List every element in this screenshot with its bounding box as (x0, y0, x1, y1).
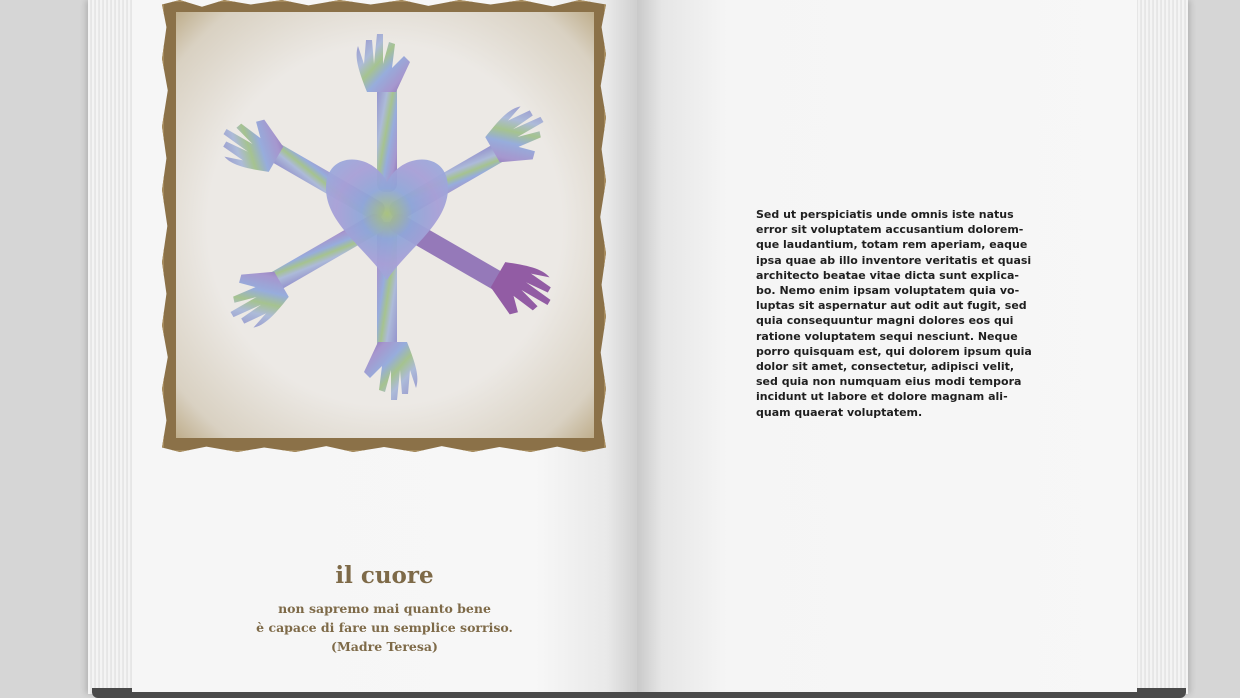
body-line: ratione voluptatem sequi nesciunt. Neque (756, 329, 1018, 343)
body-line: Sed ut perspiciatis unde omnis iste natus (756, 208, 1014, 221)
quote-line: non sapremo mai quanto bene (278, 601, 491, 616)
body-line: bo. Nemo enim ipsam voluptatem quia vo- (756, 284, 1020, 298)
body-line: error sit voluptatem accusantium dolorem- (756, 223, 1024, 237)
left-page-caption (132, 560, 637, 656)
body-line: quam quaerat voluptatem. (756, 405, 923, 419)
body-line: quia consequuntur magni dolores eos qui (756, 314, 1014, 328)
body-line: dolor sit amet, consectetur, adipisci velit, (756, 360, 1015, 374)
artwork-canvas (176, 12, 594, 438)
page-title: il cuore (335, 562, 434, 589)
body-paragraph (756, 207, 1032, 420)
body-line: luptas sit aspernatur aut odit aut fugit, sed (756, 299, 1027, 313)
heart-hands-illustration (176, 12, 594, 438)
quote (132, 599, 637, 656)
body-line: que laudantium, totam rem aperiam, eaque (756, 238, 1028, 252)
body-line: porro quisquam est, qui dolorem ipsum quia (756, 344, 1032, 358)
quote-attribution: (Madre Teresa) (331, 639, 438, 654)
body-line: ipsa quae ab illo inventore veritatis et quasi (756, 253, 1032, 267)
body-line: incidunt ut labore et dolore magnam ali- (756, 390, 1008, 404)
body-line: sed quia non numquam eius modi tempora (756, 375, 1022, 389)
artwork-frame (162, 0, 606, 452)
body-line: architecto beatae vitae dicta sunt explica- (756, 268, 1019, 282)
right-page-stack-edge (1130, 0, 1188, 694)
quote-line: è capace di fare un semplice sorriso. (256, 620, 513, 635)
